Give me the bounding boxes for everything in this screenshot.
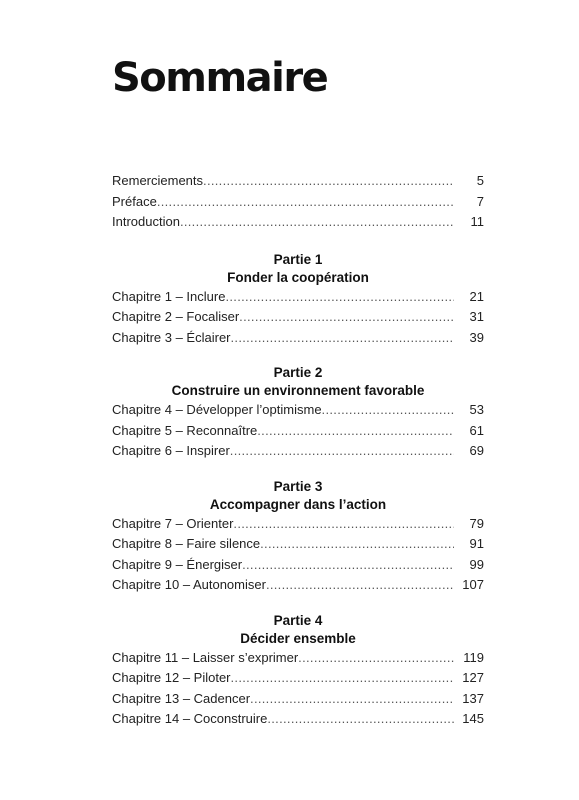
- toc-entry-label: Chapitre 8 – Faire silence: [112, 536, 261, 551]
- toc-entry-label: Préface: [112, 193, 157, 209]
- toc-page-number: 107: [462, 577, 484, 592]
- dot-leader: [322, 400, 454, 421]
- toc-entry-label: Chapitre 11 – Laisser s’exprimer: [112, 649, 299, 665]
- toc-page-number: 119: [463, 649, 484, 665]
- toc-entry-label: Chapitre 2 – Focaliser: [112, 309, 240, 324]
- toc-entry-chapter-14[interactable]: [112, 709, 484, 730]
- dot-leader: [242, 555, 454, 576]
- dot-leader: [225, 287, 454, 308]
- part-2-number: Partie 2: [273, 365, 323, 380]
- toc-entry-label: Introduction: [112, 214, 180, 229]
- part-4-number: Partie 4: [273, 612, 323, 628]
- part-3-title: Accompagner dans l’action: [209, 496, 387, 512]
- table-of-contents: [112, 171, 484, 730]
- dot-leader: [157, 192, 454, 213]
- part-3-number: Partie 3: [273, 478, 323, 494]
- toc-entry-label: Chapitre 1 – Inclure: [112, 288, 226, 304]
- toc-page-number: 145: [462, 711, 484, 726]
- part-3-section: [112, 478, 484, 596]
- toc-entry-label: Chapitre 12 – Piloter: [112, 670, 231, 685]
- toc-page-number: 61: [469, 422, 484, 438]
- toc-page-number: 79: [469, 515, 484, 531]
- dot-leader: [231, 668, 454, 689]
- toc-entry-chapter-3[interactable]: [112, 328, 484, 349]
- dot-leader: [266, 575, 454, 596]
- toc-entry-label: Chapitre 3 – Éclairer: [112, 329, 231, 345]
- toc-entry-chapter-10[interactable]: [112, 575, 484, 596]
- page-title: Sommaire: [112, 55, 328, 101]
- toc-page-number: 53: [469, 402, 484, 417]
- toc-entry-label: Chapitre 7 – Orienter: [112, 515, 234, 531]
- toc-entry-label: Chapitre 6 – Inspirer: [112, 443, 230, 458]
- dot-leader: [250, 689, 454, 710]
- toc-entry-label: Chapitre 5 – Reconnaître: [112, 422, 258, 438]
- dot-leader: [203, 171, 454, 192]
- dot-leader: [267, 709, 454, 730]
- toc-entry-chapter-2[interactable]: [112, 307, 484, 328]
- toc-page-number: 31: [469, 309, 484, 324]
- toc-entry-label: Chapitre 10 – Autonomiser: [112, 577, 266, 592]
- dot-leader: [239, 307, 454, 328]
- part-2-section: [112, 364, 484, 462]
- toc-page-number: 7: [476, 193, 484, 209]
- toc-entry-chapter-9[interactable]: [112, 555, 484, 576]
- toc-entry-chapter-11[interactable]: [112, 648, 484, 669]
- toc-entry-label: Remerciements: [112, 173, 204, 188]
- part-4-section: [112, 612, 484, 730]
- toc-entry-label: Chapitre 4 – Développer l’optimisme: [112, 402, 322, 417]
- dot-leader: [260, 534, 454, 555]
- dot-leader: [233, 514, 454, 535]
- toc-entry-remerciements[interactable]: [112, 171, 484, 192]
- toc-entry-label: Chapitre 9 – Énergiser: [112, 556, 243, 572]
- dot-leader: [298, 648, 454, 669]
- toc-page-number: 39: [469, 329, 484, 345]
- toc-page-number: 11: [470, 214, 484, 229]
- dot-leader: [230, 441, 454, 462]
- toc-entry-label: Chapitre 13 – Cadencer: [112, 690, 251, 706]
- toc-page-number: 5: [476, 173, 484, 188]
- dot-leader: [231, 328, 455, 349]
- toc-page-number: 137: [462, 690, 484, 706]
- toc-page-number: 99: [469, 556, 484, 572]
- toc-entry-chapter-7[interactable]: [112, 514, 484, 535]
- dot-leader: [257, 421, 454, 442]
- toc-entry-chapter-4[interactable]: [112, 400, 484, 421]
- part-4-title: Décider ensemble: [240, 630, 356, 646]
- part-1-title: Fonder la coopération: [227, 269, 369, 285]
- toc-entry-chapter-6[interactable]: [112, 441, 484, 462]
- toc-entry-chapter-1[interactable]: [112, 287, 484, 308]
- toc-entry-chapter-12[interactable]: [112, 668, 484, 689]
- toc-page-number: 69: [469, 443, 484, 458]
- toc-page-number: 127: [462, 670, 484, 685]
- toc-entry-chapter-8[interactable]: [112, 534, 484, 555]
- toc-entry-chapter-13[interactable]: [112, 689, 484, 710]
- dot-leader: [180, 212, 454, 233]
- part-1-number: Partie 1: [273, 251, 323, 267]
- part-1-section: [112, 251, 484, 349]
- toc-page-number: 21: [469, 288, 484, 304]
- front-matter-list: [112, 171, 484, 233]
- toc-entry-label: Chapitre 14 – Coconstruire: [112, 711, 268, 726]
- part-2-title: Construire un environnement favorable: [171, 383, 425, 398]
- toc-entry-preface[interactable]: [112, 192, 484, 213]
- toc-entry-chapter-5[interactable]: [112, 421, 484, 442]
- toc-page-number: 91: [469, 536, 484, 551]
- toc-entry-introduction[interactable]: [112, 212, 484, 233]
